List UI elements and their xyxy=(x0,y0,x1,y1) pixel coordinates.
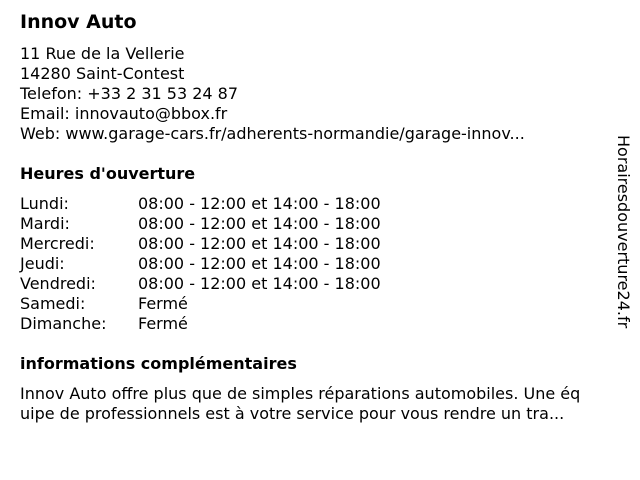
info-text-line-2: uipe de professionnels est à votre service pour vous rendre un tra... xyxy=(20,404,565,423)
address-street: 11 Rue de la Vellerie xyxy=(20,44,185,63)
day-label: Vendredi: xyxy=(20,274,96,293)
day-label: Jeudi: xyxy=(20,254,65,273)
web-line: Web: www.garage-cars.fr/adherents-normandie/garage-innov... xyxy=(20,124,525,143)
day-hours: 08:00 - 12:00 et 14:00 - 18:00 xyxy=(138,234,381,253)
email-line: Email: innovauto@bbox.fr xyxy=(20,104,228,123)
brand-watermark xyxy=(612,135,634,345)
day-label: Mardi: xyxy=(20,214,70,233)
day-hours: Fermé xyxy=(138,314,188,333)
day-label: Dimanche: xyxy=(20,314,107,333)
day-hours: 08:00 - 12:00 et 14:00 - 18:00 xyxy=(138,254,381,273)
day-label: Lundi: xyxy=(20,194,69,213)
address-city: 14280 Saint-Contest xyxy=(20,64,185,83)
day-hours: 08:00 - 12:00 et 14:00 - 18:00 xyxy=(138,274,381,293)
hours-heading: Heures d'ouverture xyxy=(20,164,196,183)
day-hours: Fermé xyxy=(138,294,188,313)
brand-text: Horairesdouverture24.fr xyxy=(614,135,633,329)
day-label: Mercredi: xyxy=(20,234,95,253)
info-heading: informations complémentaires xyxy=(20,354,297,373)
day-hours: 08:00 - 12:00 et 14:00 - 18:00 xyxy=(138,214,381,233)
info-text-line-1: Innov Auto offre plus que de simples réparations automobiles. Une éq xyxy=(20,384,581,403)
phone-line: Telefon: +33 2 31 53 24 87 xyxy=(20,84,239,103)
business-name: Innov Auto xyxy=(20,11,137,33)
day-label: Samedi: xyxy=(20,294,86,313)
day-hours: 08:00 - 12:00 et 14:00 - 18:00 xyxy=(138,194,381,213)
